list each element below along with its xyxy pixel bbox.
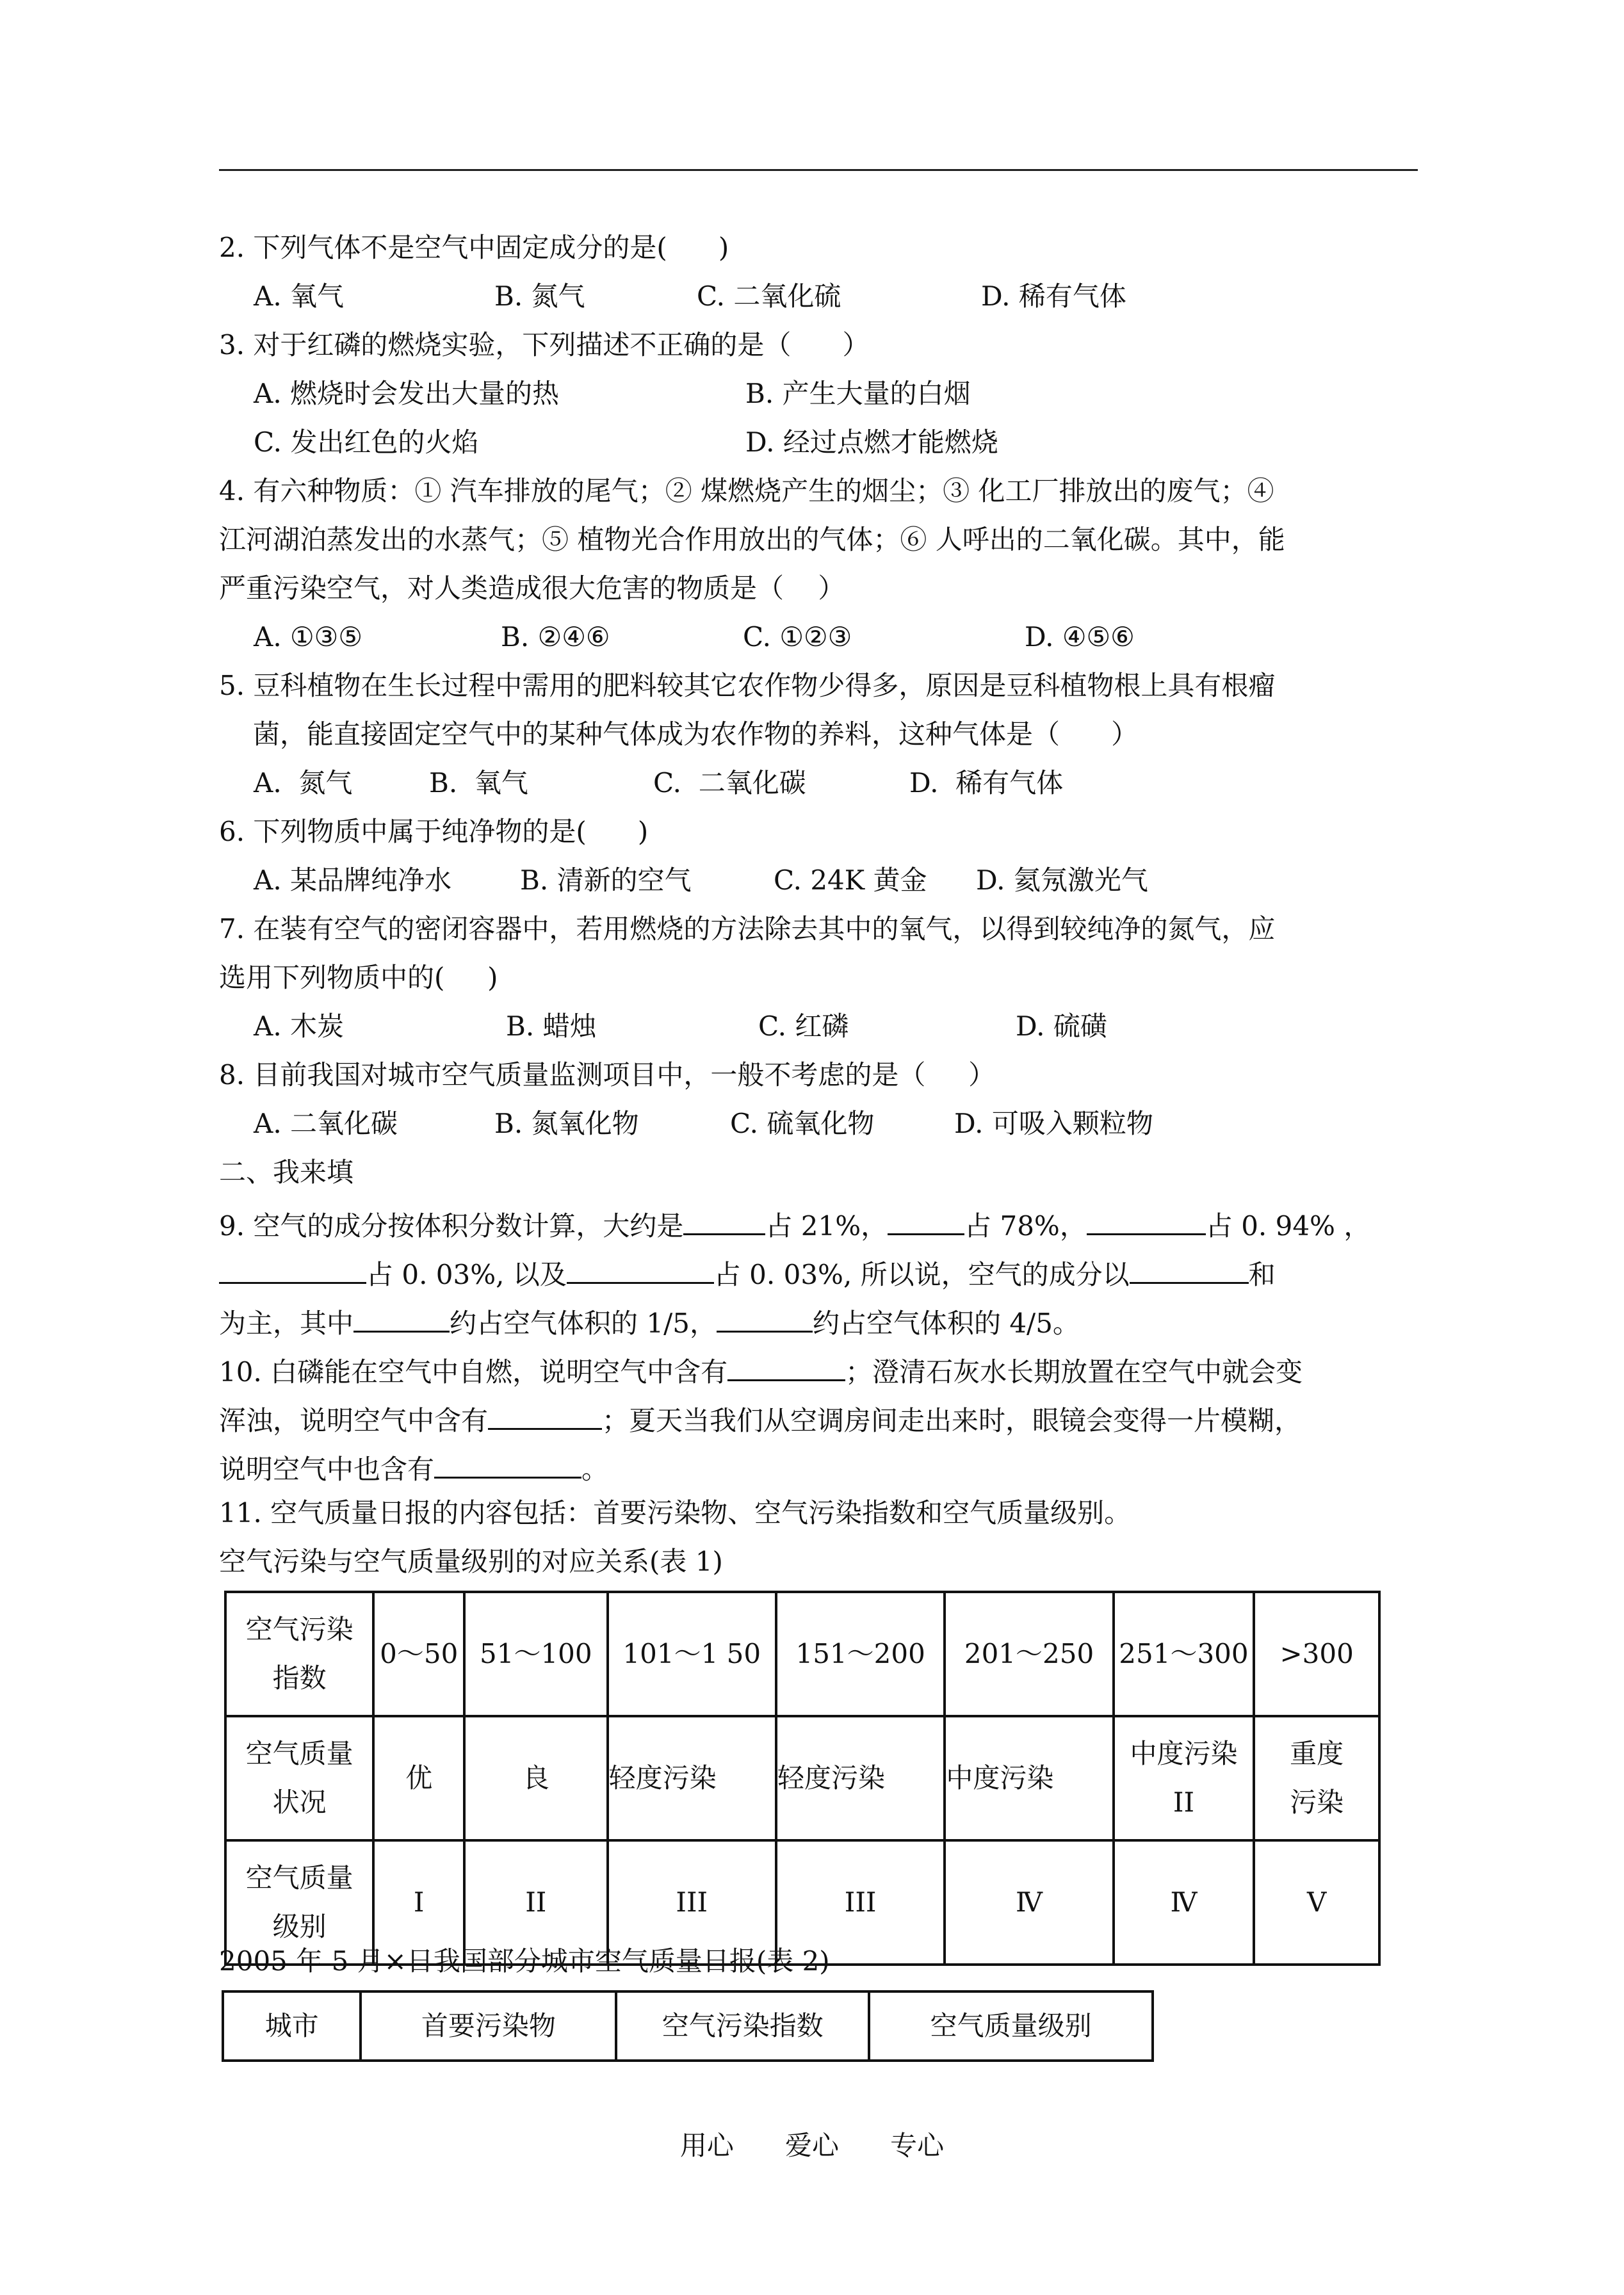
table-cell: Ⅳ — [945, 1840, 1113, 1965]
column-header: 空气质量级别 — [869, 1991, 1153, 2061]
table-row — [225, 1592, 1379, 1716]
table-cell: 251～300 — [1114, 1592, 1255, 1716]
question-4-line-2: 江河湖泊蒸发出的水蒸气；⑤ 植物光合作用放出的气体；⑥ 人呼出的二氧化碳。其中，能 — [219, 524, 1285, 555]
page-footer: 用心 爱心 专心 — [679, 2130, 945, 2161]
table-cell: 轻度污染 — [776, 1716, 945, 1840]
question-9-line-3: 为主，其中 约占空气体积的 1/5， 约占空气体积的 4/5。 — [219, 1305, 1080, 1337]
table-cell: 良 — [464, 1716, 608, 1840]
question-5-line-1: 5. 豆科植物在生长过程中需用的肥料较其它农作物少得多，原因是豆科植物根上具有根瘤 — [219, 670, 1276, 701]
blank[interactable] — [353, 1305, 450, 1333]
q8-option-a: A. 二氧化碳 — [254, 1108, 398, 1139]
q6-option-c: C. 24K 黄金 — [774, 864, 927, 896]
blank[interactable] — [888, 1208, 964, 1235]
q6-option-d: D. 氦氖激光气 — [976, 864, 1148, 896]
table-2-caption: 2005 年 5 月×日我国部分城市空气质量日报(表 2) — [219, 1945, 830, 1977]
question-11: 11. 空气质量日报的内容包括：首要污染物、空气污染指数和空气质量级别。 — [219, 1497, 1132, 1529]
q4-option-c: C. ①②③ — [743, 621, 852, 653]
q6-option-b: B. 清新的空气 — [520, 864, 692, 896]
table-cell: 轻度污染 — [608, 1716, 776, 1840]
q8-option-b: B. 氮氧化物 — [494, 1108, 639, 1139]
question-7-line-1: 7. 在装有空气的密闭容器中，若用燃烧的方法除去其中的氧气，以得到较纯净的氮气，应 — [219, 913, 1276, 945]
q5-option-a: A. 氮气 — [254, 767, 353, 799]
q5-option-d: D. 稀有气体 — [909, 767, 1064, 799]
blank[interactable] — [1130, 1256, 1249, 1284]
question-5-line-2: 菌，能直接固定空气中的某种气体成为农作物的养料，这种气体是（ ） — [253, 718, 1139, 750]
table-cell: 201～250 — [945, 1592, 1113, 1716]
column-header: 首要污染物 — [361, 1991, 616, 2061]
q4-option-b: B. ②④⑥ — [501, 621, 610, 653]
q5-option-c: C. 二氧化碳 — [653, 767, 806, 799]
q7-option-a: A. 木炭 — [254, 1010, 345, 1042]
table-cell: III — [608, 1840, 776, 1965]
table-cell: II — [464, 1840, 608, 1965]
row-header-status: 空气质量 状况 — [225, 1716, 373, 1840]
table-cell: 51～100 — [464, 1592, 608, 1716]
blank[interactable] — [434, 1451, 581, 1479]
blank[interactable] — [683, 1208, 765, 1235]
question-4-line-3: 严重污染空气，对人类造成很大危害的物质是（ ） — [219, 572, 845, 604]
blank[interactable] — [488, 1402, 602, 1430]
question-6-stem: 6. 下列物质中属于纯净物的是( ) — [219, 816, 649, 847]
q2-option-c: C. 二氧化硫 — [697, 280, 841, 312]
blank[interactable] — [567, 1256, 714, 1284]
q5-option-b: B. 氧气 — [429, 767, 528, 799]
table-cell: 101～1 50 — [608, 1592, 776, 1716]
question-9-line-2: 占 0. 03%, 以及 占 0. 03%, 所以说，空气的成分以 和 — [219, 1256, 1276, 1288]
q2-option-a: A. 氧气 — [254, 280, 345, 312]
q7-option-d: D. 硫磺 — [1016, 1010, 1107, 1042]
table-header-row — [223, 1991, 1153, 2061]
table-cell: V — [1254, 1840, 1379, 1965]
q8-option-d: D. 可吸入颗粒物 — [954, 1108, 1153, 1139]
blank[interactable] — [1087, 1208, 1206, 1235]
q3-option-a: A. 燃烧时会发出大量的热 — [254, 378, 560, 409]
question-7-line-2: 选用下列物质中的( ) — [219, 962, 498, 993]
table-cell: 151～200 — [776, 1592, 945, 1716]
question-4-line-1: 4. 有六种物质：① 汽车排放的尾气；② 煤燃烧产生的烟尘；③ 化工厂排放出的废气；④ — [219, 475, 1274, 507]
question-10-line-1: 10. 白磷能在空气中自燃，说明空气中含有 ；澄清石灰水长期放置在空气中就会变 — [219, 1354, 1303, 1386]
table-1-caption: 空气污染与空气质量级别的对应关系(表 1) — [219, 1546, 723, 1577]
column-header: 空气污染指数 — [616, 1991, 869, 2061]
question-10-line-3: 说明空气中也含有 。 — [219, 1451, 608, 1483]
q4-option-d: D. ④⑤⑥ — [1025, 621, 1135, 653]
q2-option-b: B. 氮气 — [494, 280, 585, 312]
question-2-stem: 2. 下列气体不是空气中固定成分的是( ) — [219, 232, 729, 263]
table-cell: >300 — [1254, 1592, 1379, 1716]
air-quality-table — [224, 1591, 1381, 1966]
table-cell: 中度污染 — [945, 1716, 1113, 1840]
table-cell: 优 — [373, 1716, 464, 1840]
blank[interactable] — [727, 1354, 845, 1381]
table-cell: 0～50 — [373, 1592, 464, 1716]
city-daily-report-table — [222, 1990, 1154, 2062]
q3-option-c: C. 发出红色的火焰 — [254, 426, 479, 458]
q6-option-a: A. 某品牌纯净水 — [254, 864, 452, 896]
table-cell: 重度 污染 — [1254, 1716, 1379, 1840]
question-8-stem: 8. 目前我国对城市空气质量监测项目中，一般不考虑的是（ ） — [219, 1059, 996, 1091]
q8-option-c: C. 硫氧化物 — [730, 1108, 875, 1139]
table-row — [225, 1716, 1379, 1840]
table-cell: I — [373, 1840, 464, 1965]
column-header: 城市 — [223, 1991, 361, 2061]
table-cell: III — [776, 1840, 945, 1965]
row-header-level: 空气质量 级别 — [225, 1840, 373, 1965]
q4-option-a: A. ①③⑤ — [254, 621, 362, 653]
q7-option-b: B. 蜡烛 — [506, 1010, 597, 1042]
q2-option-d: D. 稀有气体 — [981, 280, 1126, 312]
blank[interactable] — [219, 1256, 366, 1284]
question-10-line-2: 浑浊，说明空气中含有 ；夏天当我们从空调房间走出来时，眼镜会变得一片模糊， — [219, 1402, 1301, 1434]
table-cell: 中度污染 II — [1114, 1716, 1255, 1840]
q7-option-c: C. 红磷 — [758, 1010, 849, 1042]
section-heading: 二、我来填 — [219, 1156, 354, 1188]
header-rule — [219, 169, 1418, 171]
table-cell: Ⅳ — [1114, 1840, 1255, 1965]
q3-option-d: D. 经过点燃才能燃烧 — [745, 426, 998, 458]
blank[interactable] — [717, 1305, 813, 1333]
q3-option-b: B. 产生大量的白烟 — [745, 378, 971, 409]
row-header-index: 空气污染 指数 — [225, 1592, 373, 1716]
question-3-stem: 3. 对于红磷的燃烧实验，下列描述不正确的是（ ） — [219, 329, 870, 361]
question-9-line-1: 9. 空气的成分按体积分数计算，大约是 占 21%， 占 78%， 占 0. 94% ， — [219, 1208, 1370, 1240]
